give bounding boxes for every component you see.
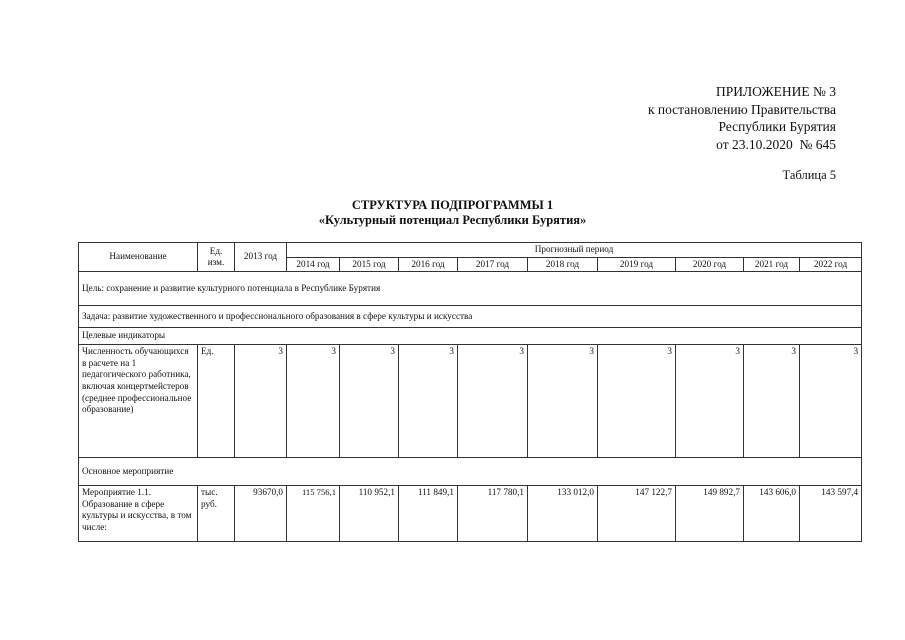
row-value: 3 <box>800 345 862 458</box>
row-name: Численность обучающихся в расчете на 1 педагогического работника, включая концертмейстеров (среднее профессиональное образование) <box>79 345 198 458</box>
row-value: 147 122,7 <box>598 486 676 542</box>
row-value: 3 <box>458 345 528 458</box>
row-value: 117 780,1 <box>458 486 528 542</box>
goal-row: Цель: сохранение и развитие культурного потенциала в Республике Бурятия <box>79 272 862 306</box>
row-value: 3 <box>340 345 399 458</box>
annex-block <box>648 83 836 153</box>
header-year: 2015 год <box>340 257 399 272</box>
document-title <box>0 198 905 228</box>
table-number: Таблица 5 <box>782 168 836 182</box>
row-value: 3 <box>235 345 287 458</box>
row-value: 110 952,1 <box>340 486 399 542</box>
row-unit: Ед. <box>198 345 235 458</box>
annex-title: ПРИЛОЖЕНИЕ № 3 <box>715 84 836 99</box>
header-year: 2019 год <box>598 257 676 272</box>
row-value: 93670,0 <box>235 486 287 542</box>
main-event-row: Основное мероприятие <box>79 458 862 486</box>
row-value: 149 892,7 <box>676 486 744 542</box>
row-value: 3 <box>598 345 676 458</box>
indicators-row: Целевые индикаторы <box>79 328 862 345</box>
header-year: 2014 год <box>287 257 340 272</box>
row-value: 143 597,4 <box>800 486 862 542</box>
table-row <box>79 486 862 542</box>
row-value: 3 <box>676 345 744 458</box>
title-line-1: СТРУКТУРА ПОДПРОГРАММЫ 1 <box>351 198 554 212</box>
title-line-2: «Культурный потенциал Республики Бурятия» <box>318 213 587 227</box>
row-value: 133 012,0 <box>528 486 598 542</box>
row-value: 3 <box>287 345 340 458</box>
row-value: 3 <box>744 345 800 458</box>
header-year: 2022 год <box>800 257 862 272</box>
header-year: 2018 год <box>528 257 598 272</box>
row-value: 3 <box>399 345 458 458</box>
task-row: Задача: развитие художественного и профессионального образования в сфере культуры и искусства <box>79 306 862 328</box>
annex-line-date: от 23.10.2020 № 645 <box>716 136 836 152</box>
header-forecast: Прогнозный период <box>287 243 862 258</box>
header-name: Наименование <box>79 243 198 272</box>
row-value: 115 756,1 <box>287 486 340 542</box>
header-year: 2021 год <box>744 257 800 272</box>
header-year: 2020 год <box>676 257 744 272</box>
header-year: 2016 год <box>399 257 458 272</box>
header-year: 2017 год <box>458 257 528 272</box>
header-unit: Ед. изм. <box>198 243 235 272</box>
annex-line-republic: Республики Бурятия <box>718 119 836 134</box>
row-value: 143 606,0 <box>744 486 800 542</box>
annex-line-resolution: к постановлению Правительства <box>647 101 836 117</box>
row-value: 3 <box>528 345 598 458</box>
table-row <box>79 345 862 458</box>
header-2013: 2013 год <box>235 243 287 272</box>
row-unit: тыс. руб. <box>198 486 235 542</box>
structure-table <box>78 242 862 542</box>
row-name: Мероприятие 1.1. Образование в сфере культуры и искусства, в том числе: <box>79 486 198 542</box>
row-value: 111 849,1 <box>399 486 458 542</box>
